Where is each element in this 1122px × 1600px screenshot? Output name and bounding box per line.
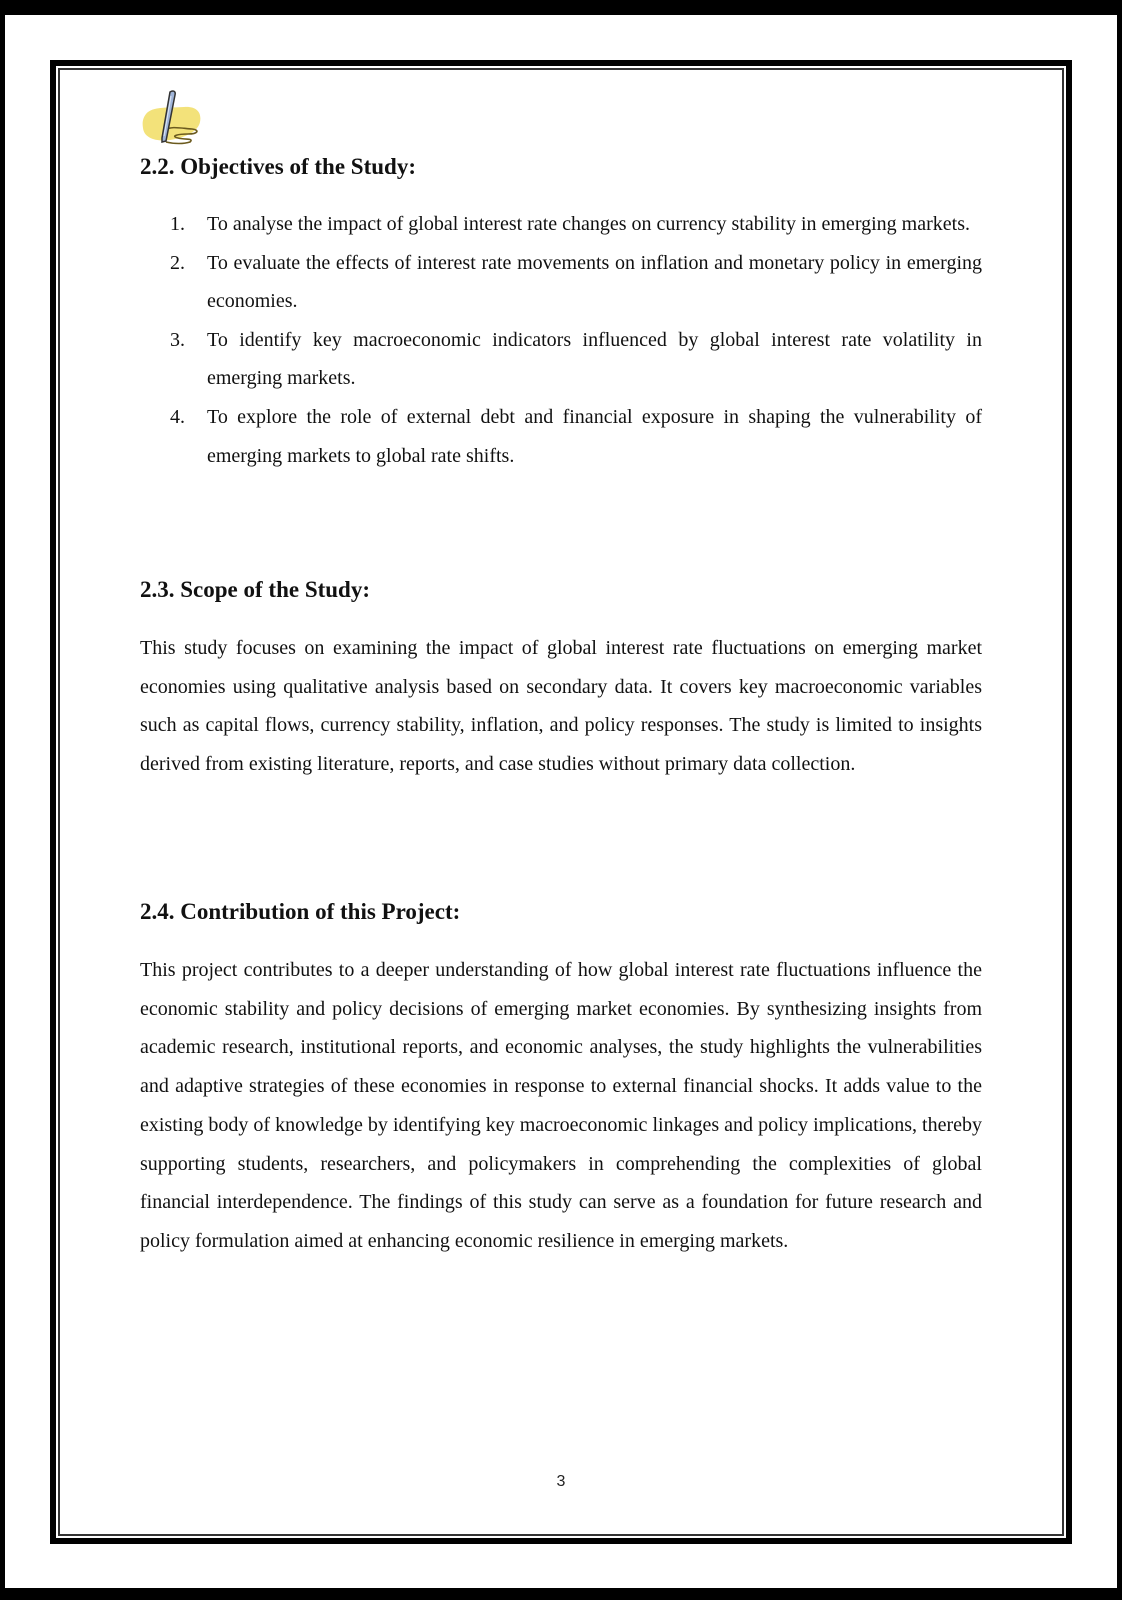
objective-number: 1. <box>170 213 185 235</box>
page-number: 3 <box>556 1473 566 1490</box>
objective-item <box>170 321 982 398</box>
objective-text: To evaluate the effects of interest rate movements on inflation and monetary policy in emerging economies. <box>207 251 982 313</box>
objective-item <box>170 205 982 244</box>
objective-item <box>170 244 982 321</box>
objectives-list <box>170 205 982 475</box>
section-heading-contribution: 2.4. Contribution of this Project: <box>140 899 461 924</box>
scope-paragraph: This study focuses on examining the impact of global interest rate fluctuations on emerging market economies using qualitative analysis based on secondary data. It covers key macroeconomic variables such as capital flows, currency stability, inflation, and policy responses. The study is limited to insights derived from existing literature, reports, and case studies without primary data collection. <box>140 637 982 776</box>
objective-number: 3. <box>170 328 185 351</box>
section-heading-objectives: 2.2. Objectives of the Study: <box>140 154 416 179</box>
objective-number: 2. <box>170 251 185 274</box>
pen-writing-icon <box>140 88 208 148</box>
objective-text: To identify key macroeconomic indicators influenced by global interest rate volatility in emerging markets. <box>207 328 982 390</box>
objective-text: To explore the role of external debt and financial exposure in shaping the vulnerability of emerging markets to global rate shifts. <box>207 405 982 467</box>
objective-item <box>170 398 982 475</box>
section-heading-scope: 2.3. Scope of the Study: <box>140 577 371 602</box>
objective-number: 4. <box>170 405 185 428</box>
objective-text: To analyse the impact of global interest rate changes on currency stability in emerging markets. <box>207 213 970 235</box>
contribution-paragraph: This project contributes to a deeper understanding of how global interest rate fluctuations influence the economic stability and policy decisions of emerging market economies. By synthesizing insights from academic research, institutional reports, and economic analyses, the study highlights the vulnerabilities and adaptive strategies of these economies in response to external financial shocks. It adds value to the existing body of knowledge by identifying key macroeconomic linkages and policy implications, thereby supporting students, researchers, and policymakers in comprehending the complexities of global financial interdependence. The findings of this study can serve as a foundation for future research and policy formulation aimed at enhancing economic resilience in emerging markets. <box>140 959 982 1252</box>
